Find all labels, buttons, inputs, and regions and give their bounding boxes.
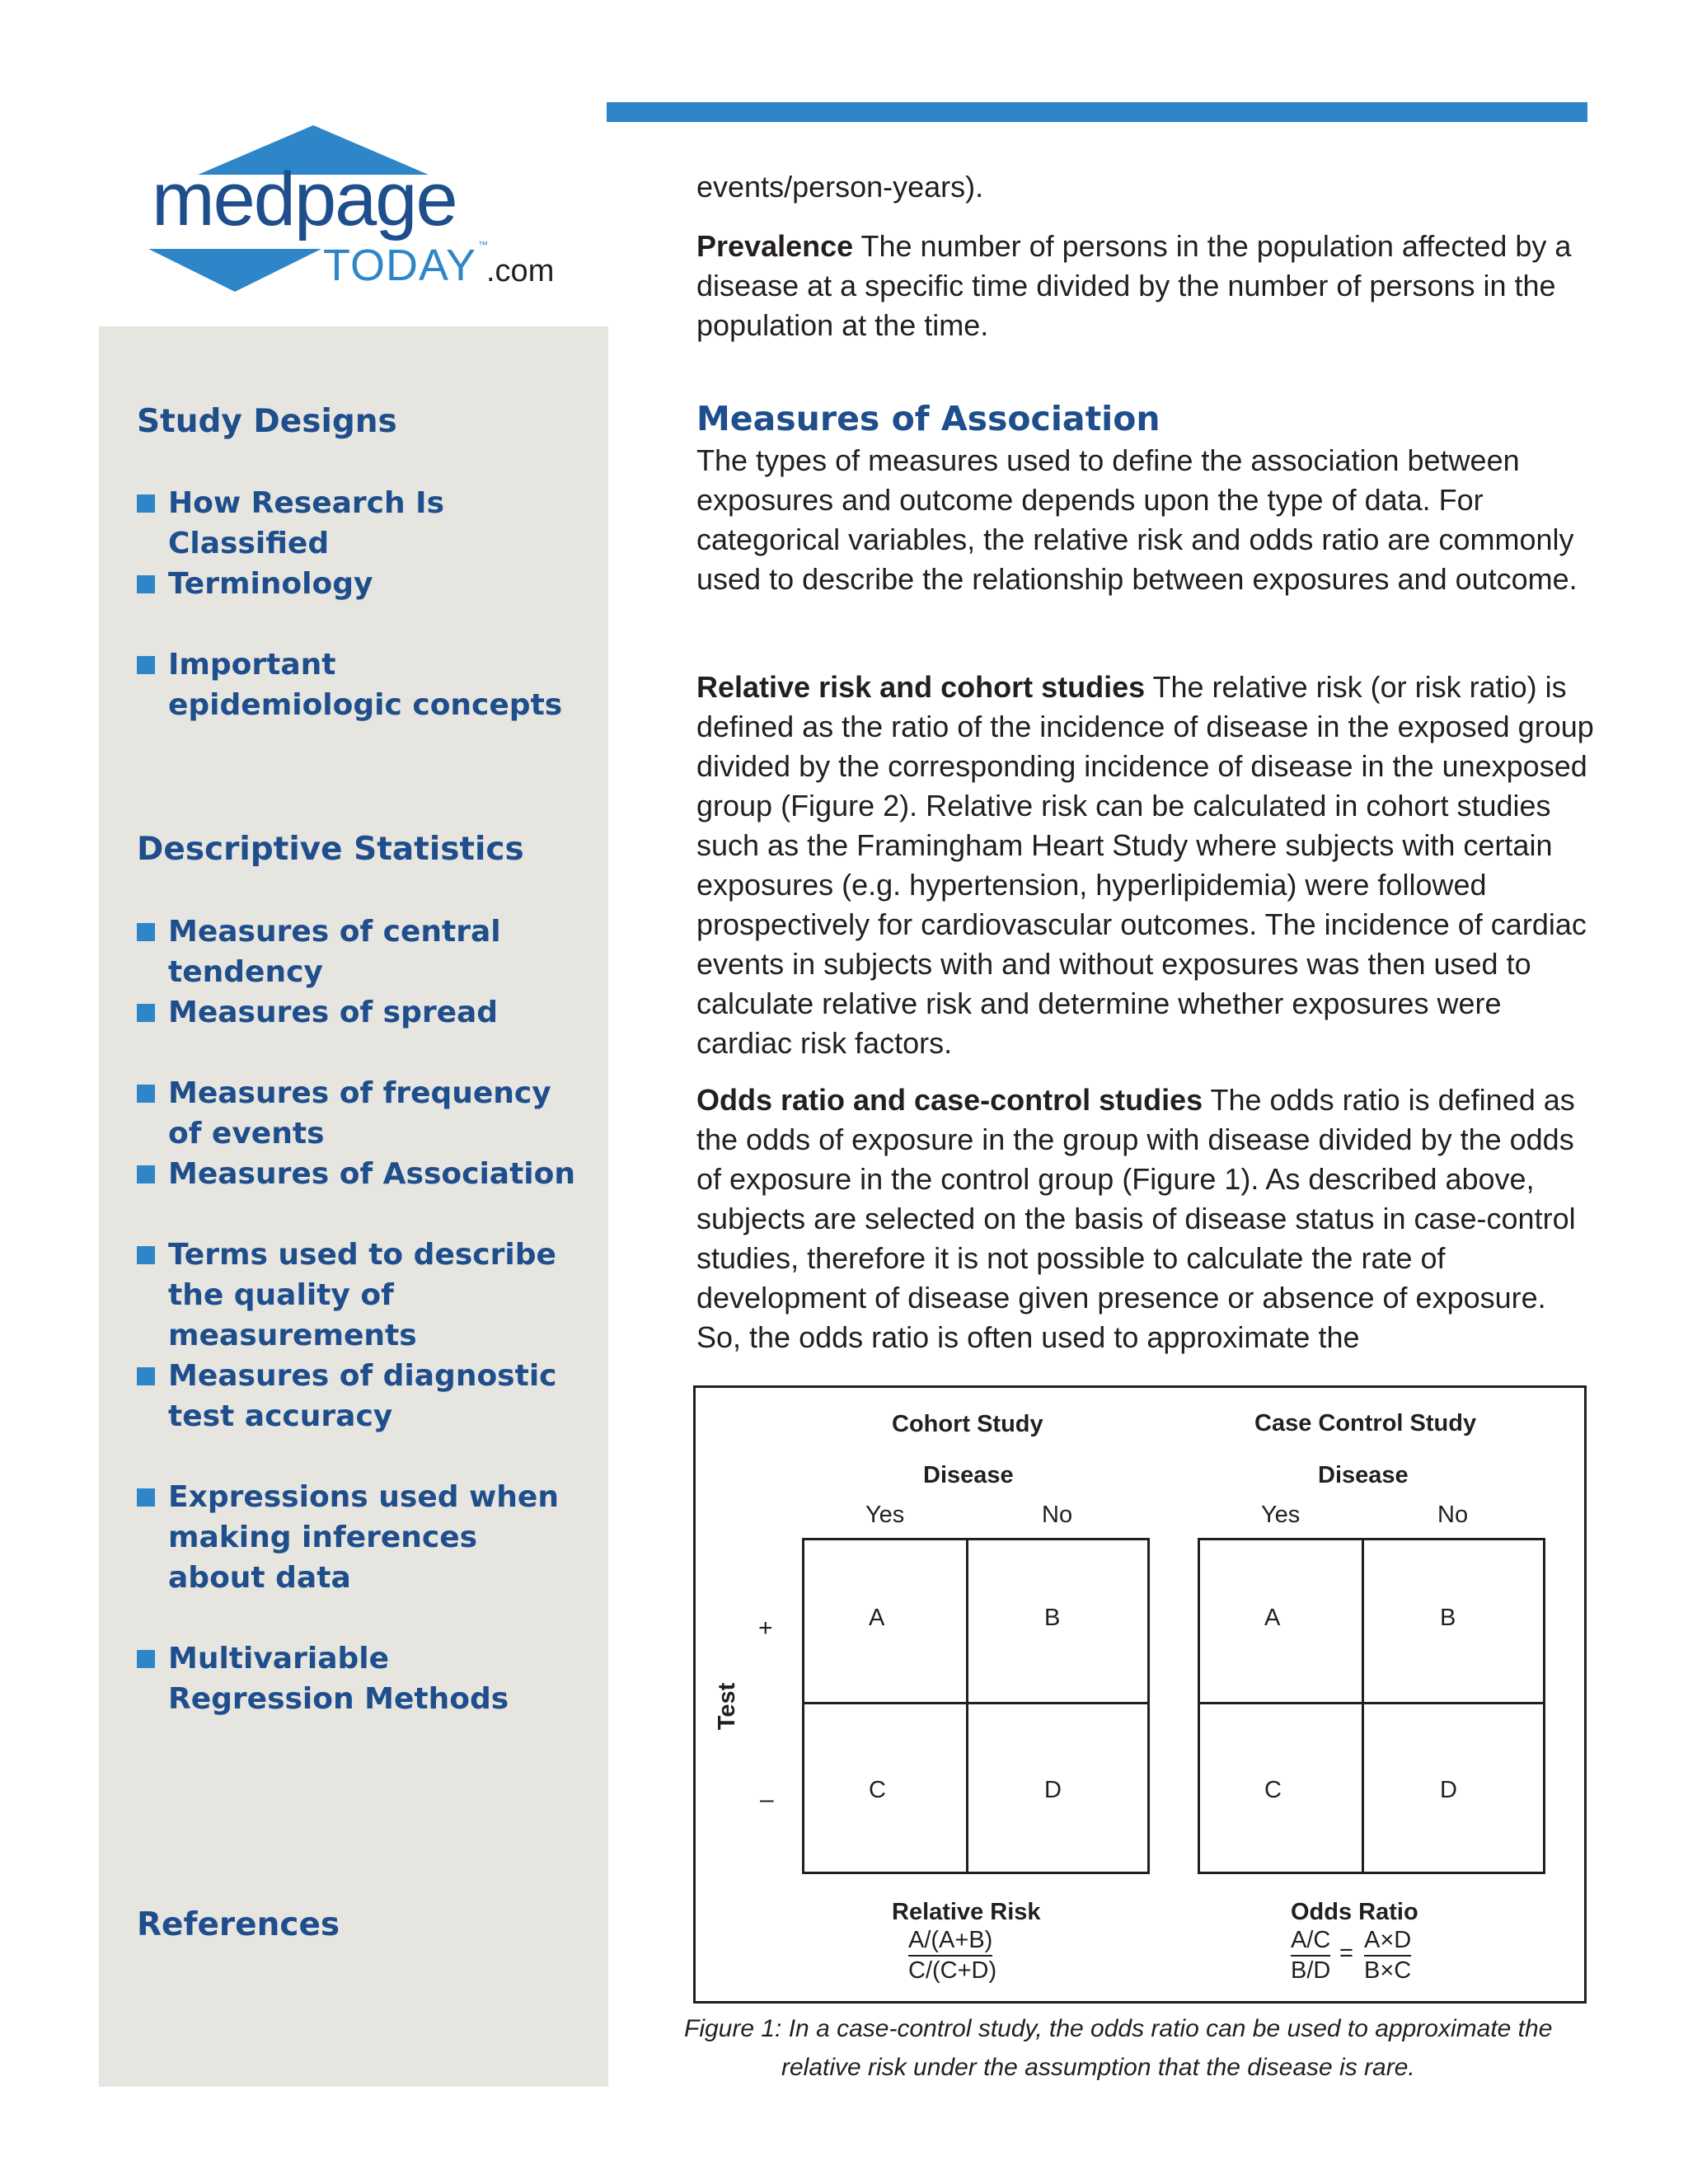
logo-med: med — [152, 157, 294, 241]
cohort-no-label: No — [1042, 1502, 1073, 1528]
medpage-today-logo[interactable] — [148, 124, 593, 305]
cohort-cell-d: D — [966, 1702, 1150, 1874]
case-control-study-title: Case Control Study — [1254, 1410, 1477, 1436]
sidebar-item-measures-of-frequency-of-events[interactable]: Measures of frequency of events — [137, 1073, 598, 1154]
odds-ratio-numerator-2: A×D — [1364, 1929, 1411, 1957]
cohort-cell-a: A — [802, 1538, 968, 1704]
intro-tail-text: events/person-years). — [696, 170, 984, 204]
prevalence-paragraph — [696, 227, 1595, 345]
bullet-square-icon — [137, 1246, 155, 1264]
sidebar-item-diagnostic-test-accuracy[interactable]: Measures of diagnostic test accuracy — [137, 1356, 598, 1436]
relative-risk-paragraph — [696, 668, 1595, 1063]
sidebar-item-terms-quality-of-measurements[interactable]: Terms used to describe the quality of measurements — [137, 1235, 598, 1356]
bullet-square-icon — [137, 575, 155, 593]
case-control-yes-label: Yes — [1261, 1502, 1301, 1528]
odds-ratio-denominator-2: B×C — [1364, 1957, 1412, 1984]
sidebar-item-measures-of-association[interactable]: Measures of Association — [137, 1154, 598, 1194]
logo-today: TODAY — [323, 241, 477, 290]
bullet-square-icon — [137, 1650, 155, 1668]
bullet-square-icon — [137, 1488, 155, 1507]
bullet-square-icon — [137, 1004, 155, 1022]
bullet-square-icon — [137, 1367, 155, 1385]
figure-caption — [684, 2009, 1591, 2087]
case-control-no-label: No — [1437, 1502, 1469, 1528]
case-control-cell-a: A — [1198, 1538, 1364, 1704]
odds-ratio-equals: = — [1339, 1940, 1353, 1966]
logo-dotcom: .com — [486, 254, 555, 288]
sidebar-item-terminology[interactable]: Terminology — [137, 564, 598, 604]
cohort-cell-c: C — [802, 1702, 968, 1874]
test-positive-sign: + — [758, 1615, 773, 1642]
logo-wordmark — [152, 157, 457, 241]
relative-risk-text: The relative risk (or risk ratio) is defined as the ratio of the incidence of disease in the exposed group divided by the corresponding incidence of disease in the unexposed group (Figure 2). Relative risk can be calculated in cohort studies such as the Framingham Heart Study where subjects with certain exposures (e.g. hypertension, hyperlipidemia) were followed prospectively for cardiovascular outcomes. The incidence of cardiac events in subjects with and without exposures was then used to calculate relative risk and determine whether exposures were cardiac risk factors. — [696, 670, 1594, 1060]
sidebar-nav — [99, 326, 608, 2087]
relative-risk-term: Relative risk and cohort studies — [696, 670, 1146, 704]
case-control-cell-b: B — [1362, 1538, 1545, 1704]
figure-caption-line-2: relative risk under the assumption that the disease is rare. — [781, 2054, 1415, 2081]
prevalence-term: Prevalence — [696, 229, 854, 263]
odds-ratio-label: Odds Ratio — [1291, 1899, 1418, 1925]
sidebar-item-expressions-making-inferences[interactable]: Expressions used when making inferences about data — [137, 1477, 598, 1598]
case-control-disease-label: Disease — [1318, 1462, 1409, 1488]
bullet-square-icon — [137, 1085, 155, 1103]
odds-ratio-numerator-1: A/C — [1291, 1929, 1330, 1957]
case-control-cell-c: C — [1198, 1702, 1364, 1874]
sidebar-item-important-epidemiologic-concepts[interactable]: Important epidemiologic concepts — [137, 644, 598, 725]
header-accent-bar — [607, 102, 1587, 122]
logo-bottom-triangle — [148, 249, 321, 292]
bullet-square-icon — [137, 1165, 155, 1183]
sidebar-heading-study-designs[interactable]: Study Designs — [137, 403, 397, 440]
bullet-square-icon — [137, 923, 155, 941]
bullet-square-icon — [137, 656, 155, 674]
relative-risk-denominator: C/(C+D) — [908, 1957, 997, 1984]
sidebar-item-measures-of-spread[interactable]: Measures of spread — [137, 992, 598, 1033]
figure-1-two-by-two-tables — [693, 1385, 1587, 2004]
figure-caption-line-1: Figure 1: In a case-control study, the odds ratio can be used to approximate the — [684, 2015, 1553, 2042]
cohort-study-title: Cohort Study — [892, 1411, 1043, 1437]
sidebar-heading-references[interactable]: References — [137, 1906, 340, 1943]
odds-ratio-paragraph — [696, 1080, 1595, 1357]
logo-page: page — [293, 157, 457, 241]
odds-ratio-text: The odds ratio is defined as the odds of exposure in the group with disease divided by the odds of exposure in the control group (Figure 1). As described above, subjects are selected on the basis of disease status in case-control studies, therefore it is not possible to calculate the rate of development of disease given presence or absence of exposure. So, the odds ratio is often used to approximate the — [696, 1083, 1576, 1354]
case-control-cell-d: D — [1362, 1702, 1545, 1874]
test-axis-label: Test — [714, 1682, 741, 1731]
sidebar-item-measures-of-central-tendency[interactable]: Measures of central tendency — [137, 912, 598, 992]
cohort-disease-label: Disease — [923, 1462, 1014, 1488]
association-paragraph: The types of measures used to define the association between exposures and outcome depends upon the type of data. For categorical variables, the relative risk and odds ratio are commonly used to describe the relationship between exposures and outcome. — [696, 443, 1578, 596]
cohort-yes-label: Yes — [865, 1502, 905, 1528]
test-negative-sign: – — [760, 1786, 774, 1813]
relative-risk-numerator: A/(A+B) — [908, 1929, 992, 1957]
prevalence-text: The number of persons in the population affected by a disease at a specific time divided by the number of persons in the population at the time. — [696, 229, 1572, 342]
cohort-cell-b: B — [966, 1538, 1150, 1704]
measures-of-association-heading: Measures of Association — [696, 399, 1160, 438]
bullet-square-icon — [137, 494, 155, 513]
odds-ratio-term: Odds ratio and case-control studies — [696, 1083, 1203, 1117]
sidebar-item-multivariable-regression-methods[interactable]: Multivariable Regression Methods — [137, 1638, 598, 1719]
logo-trademark: ™ — [478, 239, 488, 251]
odds-ratio-denominator-1: B/D — [1291, 1957, 1331, 1984]
relative-risk-label: Relative Risk — [892, 1899, 1041, 1925]
sidebar-heading-descriptive-statistics[interactable]: Descriptive Statistics — [137, 831, 524, 868]
sidebar-item-how-research-is-classified[interactable]: How Research Is Classified — [137, 483, 598, 564]
